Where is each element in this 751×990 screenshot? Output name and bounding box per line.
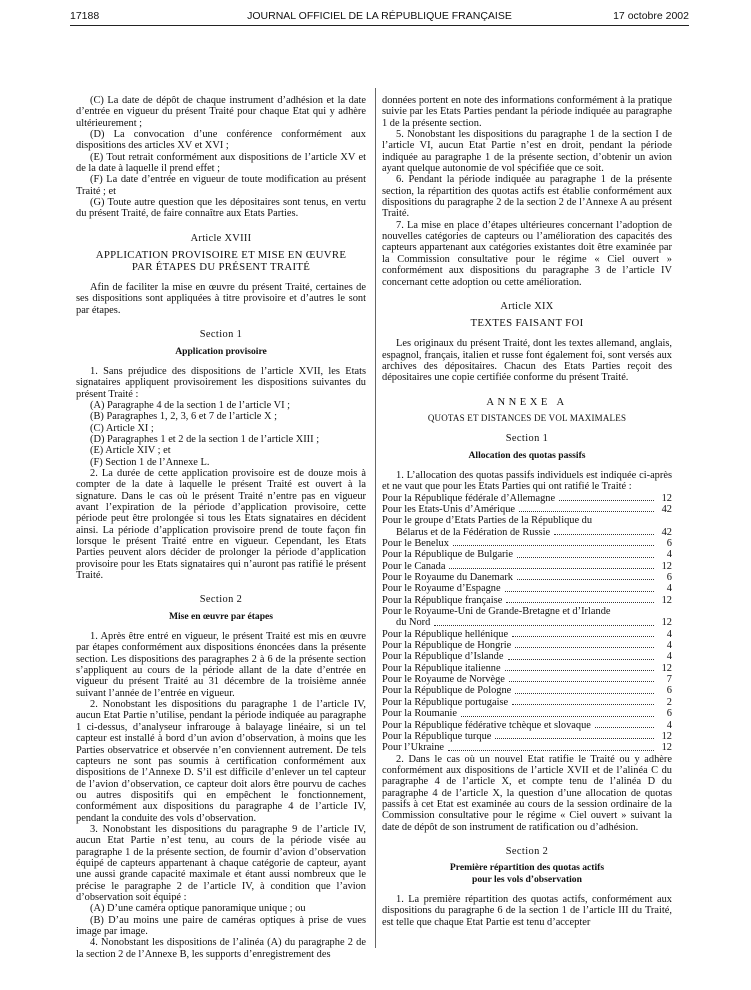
dot-leader bbox=[449, 568, 654, 569]
quota-row-name: Bélarus et de la Fédération de Russie bbox=[396, 526, 551, 538]
dot-leader bbox=[509, 681, 654, 682]
quota-value: 4 bbox=[666, 719, 672, 731]
dot-leader bbox=[505, 670, 654, 671]
right-column bbox=[382, 95, 672, 928]
dot-leader bbox=[517, 579, 654, 580]
left-column bbox=[76, 95, 366, 960]
paragraph: (G) Toute autre question que les dépositaires sont tenus, en vertu du présent Traité, de faire connaître aux Etats Parties. bbox=[76, 197, 366, 220]
quota-row bbox=[382, 674, 672, 685]
quota-value: 12 bbox=[661, 742, 672, 754]
quota-value: 6 bbox=[666, 685, 672, 697]
quota-value: 2 bbox=[666, 696, 672, 708]
quota-value: 42 bbox=[661, 503, 672, 515]
quota-row-name: Pour la République portugaise bbox=[382, 696, 509, 708]
quota-value: 12 bbox=[661, 617, 672, 629]
annex-heading: ANNEXE A bbox=[486, 396, 568, 408]
section-title: Première répartition des quotas actifs bbox=[449, 862, 605, 874]
quota-row bbox=[382, 720, 672, 731]
list-item: (D) Paragraphes 1 et 2 de la section 1 de l’article XIII ; bbox=[90, 433, 320, 445]
quota-table bbox=[382, 493, 672, 754]
article-heading: Article XIX bbox=[500, 300, 554, 312]
paragraph: (F) La date d’entrée en vigueur de toute modification au présent Traité ; et bbox=[76, 174, 366, 197]
paragraph: (D) La convocation d’une conférence conformément aux dispositions des articles XV et XVI ; bbox=[76, 129, 366, 152]
dot-leader bbox=[448, 750, 654, 751]
list-item: (C) Article XI ; bbox=[90, 422, 154, 434]
quota-value: 12 bbox=[661, 730, 672, 742]
issue-date: 17 octobre 2002 bbox=[613, 10, 689, 22]
quota-row bbox=[382, 572, 672, 583]
dot-leader bbox=[519, 511, 654, 512]
paragraph: 2. Dans le cas où un nouvel Etat ratifie le Traité ou y adhère conformément aux dispositions de l’article XVII et de l’alinéa C du paragraphe 4 de l’article X, et compte tenu de l’alinéa D du paragraphe 4 de l’article X, la question d’une allocation de quotas passifs à cet Etat est examinée au cours de la session ordinaire de la Commission consultative pour le régime « Ciel ouvert » suivant la date de dépôt de son instrument de ratification ou d’adhésion. bbox=[382, 753, 672, 833]
article-title: PAR ÉTAPES DU PRÉSENT TRAITÉ bbox=[131, 261, 311, 274]
quota-row bbox=[382, 685, 672, 696]
quota-value: 42 bbox=[661, 526, 672, 538]
quota-row-name: Pour le Royaume-Uni de Grande-Bretagne et d’Irlande bbox=[382, 606, 611, 618]
paragraph: 5. Nonobstant les dispositions du paragraphe 1 de la section I de l’article VI, aucun Etat Partie n’est en droit, pendant la période indiquée au paragraphe 1 de la présente section, d’obtenir un avion ayant quelque autonomie de vol spécifiée que ce soit. bbox=[382, 129, 672, 175]
dot-leader bbox=[554, 534, 654, 535]
article-title: APPLICATION PROVISOIRE ET MISE EN ŒUVRE bbox=[95, 249, 347, 262]
quota-value: 4 bbox=[666, 640, 672, 652]
quota-row bbox=[382, 731, 672, 742]
quota-row-name: Pour le Royaume d’Espagne bbox=[382, 583, 501, 595]
quota-value: 4 bbox=[666, 628, 672, 640]
section-heading: Section 1 bbox=[199, 329, 243, 341]
quota-value: 6 bbox=[666, 538, 672, 549]
dot-leader bbox=[559, 500, 654, 501]
paragraph: 1. Sans préjudice des dispositions de l’article XVII, les Etats signataires appliquent provisoirement les dispositions suivantes du présent Traité : bbox=[76, 365, 366, 400]
quota-row bbox=[382, 640, 672, 651]
quota-row-name: Pour la République de Bulgarie bbox=[382, 549, 514, 561]
quota-row bbox=[382, 493, 672, 504]
paragraph: (C) La date de dépôt de chaque instrument d’adhésion et la date d’entrée en vigueur du présent Traité pour chaque Etat qui y adhère ultérieurement ; bbox=[76, 95, 366, 129]
quota-value: 4 bbox=[666, 583, 672, 595]
paragraph: 3. Nonobstant les dispositions du paragraphe 9 de l’article IV, aucun Etat Partie n’est tenu, au cours de la période visée au paragraphe 1 de la présente section, de fournir d’avion d’observation équipé de capteurs appartenant à chaque catégorie de capteur, ayant une aussi grande capacité maximale et étant aussi nombreux que le précise le paragraphe 2 de l’article IV, à condition que l’avion d’observation soit équipé : bbox=[76, 823, 366, 903]
section-title: Allocation des quotas passifs bbox=[468, 449, 586, 461]
dot-leader bbox=[495, 738, 654, 739]
list-item: (A) D’une caméra optique panoramique unique ; ou bbox=[90, 903, 306, 915]
section-title: Mise en œuvre par étapes bbox=[168, 610, 274, 622]
dot-leader bbox=[505, 591, 654, 592]
paragraph: (E) Tout retrait conformément aux dispositions de l’article XV et de la date à laquelle il prend effet ; bbox=[76, 151, 366, 175]
quota-value: 6 bbox=[666, 572, 672, 584]
quota-row bbox=[382, 629, 672, 640]
dot-leader bbox=[434, 625, 654, 626]
quota-value: 6 bbox=[666, 708, 672, 720]
quota-value: 12 bbox=[661, 492, 672, 504]
dot-leader bbox=[512, 704, 654, 705]
journal-title: JOURNAL OFFICIEL DE LA RÉPUBLIQUE FRANÇAISE bbox=[247, 10, 512, 22]
section-title: pour les vols d’observation bbox=[472, 873, 582, 885]
dot-leader bbox=[461, 716, 654, 717]
quota-row-name: Pour la République fédérative tchèque et slovaque bbox=[382, 719, 591, 731]
list-item: (E) Article XIV ; et bbox=[90, 445, 171, 457]
quota-row bbox=[382, 697, 672, 708]
quota-row-name: Pour la République d’Islande bbox=[382, 651, 504, 663]
quota-row-name: Pour la République fédérale d’Allemagne bbox=[382, 492, 556, 504]
paragraph: 7. La mise en place d’étapes ultérieures concernant l’adoption de nouvelles catégories de capteurs ou l’amélioration des capacités des capteurs appartenant aux catégories existantes doit être examinée par la Commission consultative pour le régime « Ciel ouvert » conformément aux dispositions du paragraphe 3 de l’article IV concernant cette adoption ou cette amélioration. bbox=[382, 219, 672, 288]
dot-leader bbox=[515, 693, 654, 694]
quota-row-name: Pour le Royaume de Norvège bbox=[382, 674, 505, 686]
dot-leader bbox=[517, 557, 654, 558]
quota-row bbox=[382, 561, 672, 572]
quota-row bbox=[382, 583, 672, 594]
quota-row bbox=[382, 663, 672, 674]
dot-leader bbox=[506, 602, 654, 603]
article-title: TEXTES FAISANT FOI bbox=[470, 317, 584, 330]
quota-row-name: Pour la République française bbox=[382, 594, 503, 606]
quota-row-name: Pour le Benelux bbox=[382, 538, 449, 549]
quota-row-name: Pour la République de Hongrie bbox=[382, 640, 512, 652]
list-item: (A) Paragraphe 4 de la section 1 de l’article VI ; bbox=[90, 399, 291, 411]
paragraph: 6. Pendant la période indiquée au paragraphe 1 de la présente section, la répartition des quotas actifs est établie conformément aux dispositions du paragraphe 2 de la section 2 de l’Annexe A au présent Traité. bbox=[382, 174, 672, 220]
section-heading: Section 1 bbox=[505, 433, 549, 445]
column-divider bbox=[375, 88, 376, 948]
quota-value: 7 bbox=[666, 674, 672, 686]
list-item: (B) D’au moins une paire de caméras optiques à prise de vues image par image. bbox=[76, 914, 366, 937]
quota-row bbox=[382, 742, 672, 753]
quota-value: 4 bbox=[666, 549, 672, 561]
header-rule bbox=[70, 25, 689, 26]
quota-value: 4 bbox=[666, 651, 672, 663]
quota-row-name: Pour le Canada bbox=[382, 560, 446, 572]
quota-row-name: Pour la Roumanie bbox=[382, 708, 458, 720]
quota-row bbox=[382, 504, 672, 515]
dot-leader bbox=[512, 636, 654, 637]
page-number: 17188 bbox=[70, 10, 100, 22]
quota-row bbox=[382, 527, 672, 538]
quota-row-name: Pour la République hellénique bbox=[382, 628, 509, 640]
list-item: (B) Paragraphes 1, 2, 3, 6 et 7 de l’article X ; bbox=[90, 411, 277, 423]
article-heading: Article XVIII bbox=[190, 232, 252, 244]
quota-row-name: Pour les Etats-Unis d’Amérique bbox=[382, 503, 516, 515]
quota-row-name: Pour la République italienne bbox=[382, 662, 501, 674]
list-item: (F) Section 1 de l’Annexe L. bbox=[90, 456, 210, 468]
annex-title: QUOTAS ET DISTANCES DE VOL MAXIMALES bbox=[427, 412, 627, 423]
quota-row-name: Pour le Royaume du Danemark bbox=[382, 572, 514, 584]
page-header bbox=[70, 8, 689, 24]
quota-row bbox=[382, 617, 672, 628]
dot-leader bbox=[508, 659, 655, 660]
quota-row-name: Pour la République turque bbox=[382, 730, 492, 742]
quota-value: 12 bbox=[661, 594, 672, 606]
dot-leader bbox=[515, 647, 654, 648]
quota-row-name: Pour la République de Pologne bbox=[382, 685, 512, 697]
quota-row-name: Pour l’Ukraine bbox=[382, 742, 445, 754]
quota-value: 12 bbox=[661, 662, 672, 674]
dot-leader bbox=[595, 727, 654, 728]
dot-leader bbox=[453, 545, 654, 546]
paragraph: données portent en note des informations conformément à la pratique suivie par les Etats Parties pendant la période indiquée au paragraphe 1 de la présente section. bbox=[382, 95, 672, 129]
paragraph: 1. Après être entré en vigueur, le présent Traité est mis en œuvre par étapes conformément aux dispositions énoncées dans la présente section. Les dispositions des paragraphes 2 à 6 de la présente section s’appliquent au cours de la période allant de la date d’entrée en vigueur du présent Traité au 31 décembre de la troisième année suivant l’année de l’entrée en vigueur. bbox=[76, 631, 366, 699]
quota-row bbox=[382, 708, 672, 719]
paragraph: Afin de faciliter la mise en œuvre du présent Traité, certaines de ses dispositions sont appliquées à titre provisoire et d’autres le sont par étapes. bbox=[76, 282, 366, 316]
paragraph: 1. La première répartition des quotas actifs, conformément aux dispositions du paragraphe 6 de la section 1 de l’article III du Traité, est telle que chaque Etat Partie est tenu d’accepter bbox=[382, 893, 672, 928]
quota-row bbox=[382, 549, 672, 560]
paragraph: 2. Nonobstant les dispositions du paragraphe 1 de l’article IV, aucun Etat Partie n’utilise, pendant la période indiquée au paragraphe 1 ci-dessus, d’analyseur infrarouge à balayage linéaire, si un tel capteur est installé à bord d’un avion d’observation, à moins que les Parties observatrice et observée n’en conviennent autrement. De tels capteurs ne sont pas soumis à certification conformément aux dispositions de l’Annexe D. S’il est difficile d’enlever un tel capteur de l’avion d’observation, ce capteur doit alors être pourvu de caches ou autres dispositifs qui en empêchent le fonctionnement, conformément aux dispositions du paragraphe 4 de l’article IV, pendant la conduite des vols d’observation. bbox=[76, 699, 366, 824]
quota-row bbox=[382, 595, 672, 606]
paragraph: 1. L’allocation des quotas passifs individuels est indiquée ci-après et ne vaut que pour les Etats Parties qui ont ratifié le Traité : bbox=[382, 469, 672, 493]
section-heading: Section 2 bbox=[199, 594, 243, 606]
quota-value: 12 bbox=[661, 560, 672, 572]
quota-row bbox=[382, 651, 672, 662]
section-heading: Section 2 bbox=[505, 845, 549, 857]
quota-row-name: du Nord bbox=[396, 617, 431, 629]
paragraph: 4. Nonobstant les dispositions de l’alinéa (A) du paragraphe 2 de la section 2 de l’Annexe B, les supports d’enregistrement des bbox=[76, 937, 366, 960]
paragraph: Les originaux du présent Traité, dont les textes allemand, anglais, espagnol, français, italien et russe font également foi, sont versés aux archives des dépositaires. Chacun des Etats Parties reçoit des dépositaires une copie certifiée conforme du présent Traité. bbox=[382, 338, 672, 384]
section-title: Application provisoire bbox=[175, 345, 267, 357]
quota-row bbox=[382, 538, 672, 549]
quota-row-name: Pour le groupe d’Etats Parties de la République du bbox=[382, 515, 593, 527]
paragraph: 2. La durée de cette application provisoire est de douze mois à compter de la date à laquelle le présent Traité est ouvert à la signature. Dans le cas où le présent Traité n’entre pas en vigueur avant l’expiration de la période d’application provisoire, cette période peut être prolongée si tous les Etats signataires en décident ainsi. La période d’application provisoire prend de toute façon fin lorsque le présent Traité entre en vigueur. Cependant, les Etats Parties peuvent alors décider de prolonger la période d’application provisoire pour les Etats signataires qui n’auront pas ratifié le présent Traité. bbox=[76, 467, 366, 582]
